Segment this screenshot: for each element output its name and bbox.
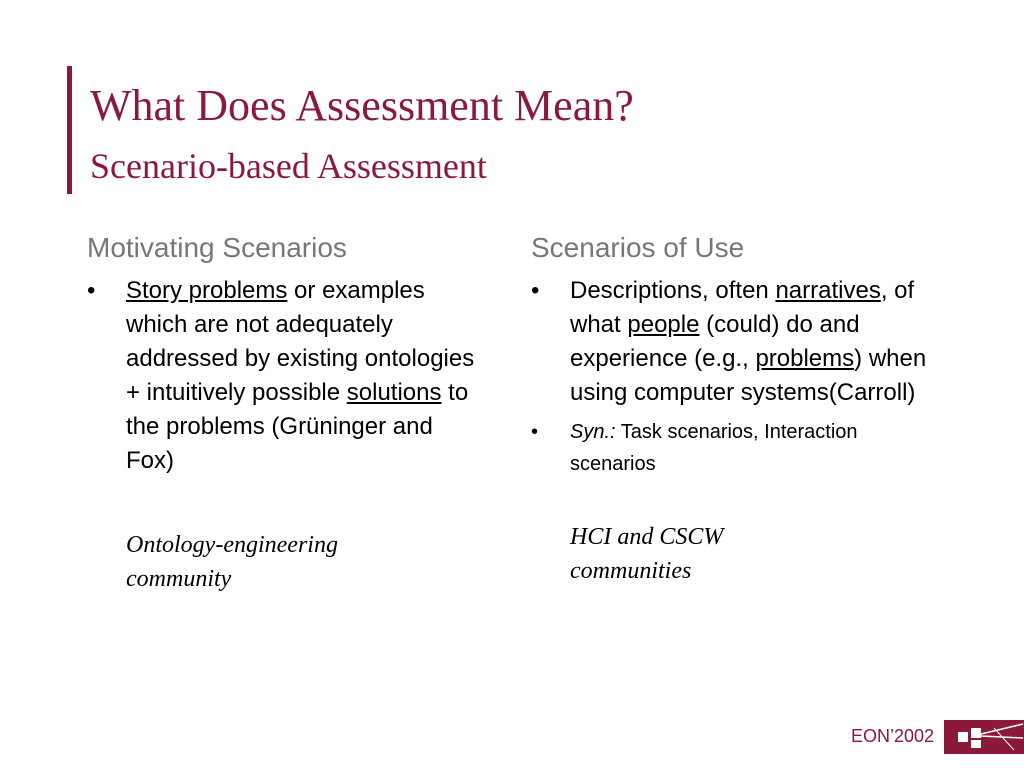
bullet-marker: • <box>87 277 96 304</box>
narratives-term: narratives <box>775 277 881 304</box>
bullet-text-part: Descriptions, often <box>570 277 776 304</box>
bullet-text <box>126 274 487 478</box>
bullet-text <box>570 274 941 410</box>
right-column-heading: Scenarios of Use <box>531 232 745 263</box>
bullet-text-part: or examples which are not adequately addressed by existing ontologies + intuitively possible <box>126 277 475 406</box>
left-column <box>87 230 487 596</box>
bullet-marker: • <box>531 277 540 304</box>
footer-label: EON’2002 <box>850 726 934 746</box>
slide-subtitle: Scenario-based Assessment <box>90 146 487 186</box>
solutions-term: solutions <box>346 379 442 406</box>
eon-logo-icon <box>944 720 1024 754</box>
bullet-text-part: to the problems (Grüninger and Fox) <box>126 379 469 474</box>
right-sub-bullet <box>531 416 941 480</box>
bullet-marker: • <box>531 421 539 443</box>
right-column <box>531 230 941 588</box>
bullet-text-part: Task scenarios, Interaction scenarios <box>570 421 858 475</box>
bullet-text-part: (could) do and experience (e.g., <box>570 311 860 372</box>
synonym-label: Syn.: <box>570 421 616 443</box>
problems-term: problems <box>755 345 855 372</box>
bullet-text-part: ) when using computer systems(Carroll) <box>570 345 927 406</box>
bullet-text <box>570 416 941 480</box>
left-column-heading: Motivating Scenarios <box>87 232 347 263</box>
story-problems-term: Story problems <box>126 277 288 304</box>
title-accent-bar <box>67 66 72 194</box>
left-community: Ontology-engineering community <box>126 532 338 592</box>
bullet-text-part: , of what <box>570 277 915 338</box>
people-term: people <box>627 311 700 338</box>
left-bullet <box>87 274 487 478</box>
slide-title: What Does Assessment Mean? <box>90 81 634 130</box>
right-bullet <box>531 274 941 410</box>
right-community: HCI and CSCW communities <box>570 524 724 584</box>
